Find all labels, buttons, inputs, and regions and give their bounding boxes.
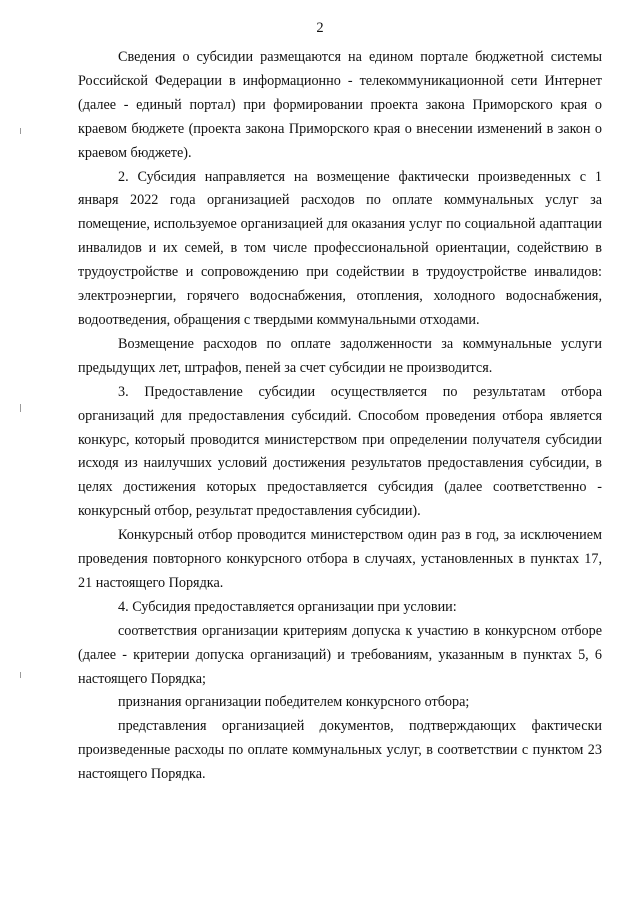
paragraph-condition-documents: представления организацией документов, подтверждающих фактически произведенные расходы по оплате коммунальных услуг, в соответствии с пунктом 23 настоящего Порядка.	[78, 718, 602, 783]
paragraph-condition-criteria: соответствия организации критериям допуска к участию в конкурсном отборе (далее - критерии допуска организаций) и требованиям, указанным в пунктах 5, 6 настоящего Порядка;	[78, 622, 602, 687]
paragraph-selection-frequency: Конкурсный отбор проводится министерством один раз в год, за исключением проведения повторного конкурсного отбора в случаях, установленных в пунктах 17, 21 настоящего Порядка.	[78, 527, 602, 591]
paragraph-subsidy-portal: Сведения о субсидии размещаются на едином портале бюджетной системы Российской Федерации в информационно - телекоммуникационной сети Интернет (далее - единый портал) при формировании проекта закона Приморского края о краевом бюджете (проекта закона Приморского края о внесении изменений в закон о краевом бюджете).	[78, 49, 602, 161]
scan-margin-mark	[20, 672, 21, 678]
page-number: 2	[316, 20, 324, 36]
scan-margin-mark	[20, 404, 21, 412]
paragraph-3-selection: 3. Предоставление субсидии осуществляется по результатам отбора организаций для предоставления субсидий. Способом проведения отбора является конкурс, который проводится министерством при определении получателя субсидии исходя из наилучших условий достижения результатов предоставления субсидии, в целях достижения которых предоставляется субсидия (далее соответственно - конкурсный отбор, результат предоставления субсидии).	[78, 383, 602, 520]
scan-margin-mark	[20, 128, 21, 134]
paragraph-condition-winner: признания организации победителем конкурсного отбора;	[118, 694, 470, 711]
paragraph-2-subsidy-purpose: 2. Субсидия направляется на возмещение фактически произведенных с 1 января 2022 года организацией расходов по оплате коммунальных услуг за помещение, используемое организацией для оказания услуг по социальной адаптации инвалидов и их семей, в том числе профессиональной ориентации, содействию в трудоустройстве и сопровождению при содействии в трудоустройстве инвалидов: электроэнергии, горячего водоснабжения, отопления, холодного водоснабжения, водоотведения, обращения с твердыми коммунальными отходами.	[78, 168, 602, 328]
paragraph-4-conditions: 4. Субсидия предоставляется организации при условии:	[118, 598, 457, 615]
document-body	[78, 46, 602, 787]
paragraph-debt-exclusion: Возмещение расходов по оплате задолженности за коммунальные услуги предыдущих лет, штрафов, пеней за счет субсидии не производится.	[78, 335, 602, 376]
